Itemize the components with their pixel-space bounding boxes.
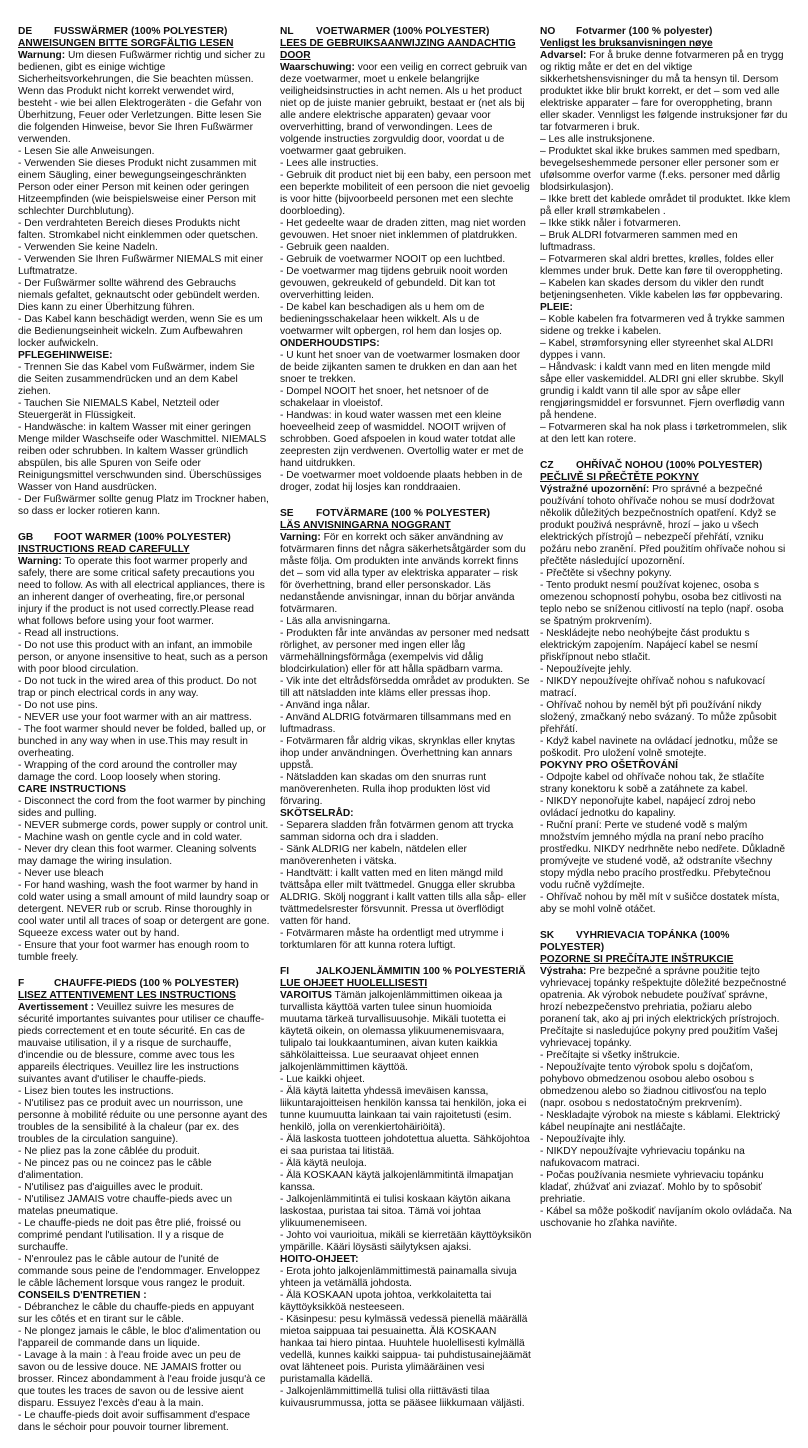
warning-label: Waarschuwing: bbox=[280, 62, 355, 73]
language-code: SK bbox=[540, 930, 555, 941]
instruction-item: - Använd inga nålar. bbox=[280, 700, 371, 711]
care-item: - Dompel NOOIT het snoer, het netsnoer of de schakelaar in vloeistof. bbox=[280, 386, 489, 409]
care-heading: HOITO-OHJEET: bbox=[280, 1254, 359, 1265]
section-no bbox=[540, 26, 792, 446]
warning-label: Výstražné upozornění: bbox=[540, 484, 650, 495]
care-item: - Käsinpesu: pesu kylmässä vedessä pienellä määrällä mietoa saippuaa tai pesuainetta. Älä KOSKAAN hankaa tai hiero pintaa. Huuhtele huolellisesti kylmällä vedellä, kunnes kaikki saippua- tai puhdistusainejäämät ovat lähteneet pois. Purista ylimääräinen vesi puristamalla kädellä. bbox=[280, 1314, 531, 1385]
instruction-item: - Read all instructions. bbox=[18, 628, 119, 639]
instruction-item: - Verwenden Sie dieses Produkt nicht zusammen mit einem Säugling, einer bewegungseingeschränkten Person oder einer Person mit keinen oder geringen Hitzeempfinden (wie beispielsweise einer Person mit schlechter Durchblutung). bbox=[18, 158, 257, 217]
section-title bbox=[540, 460, 792, 472]
care-item: - Handtvätt: i kallt vatten med en liten mängd mild tvättsåpa eller milt tvättmedel. Gnugga eller skrubba ALDRIG. Skölj noggrant i kallt vatten tills alla såp- eller tvättmedelsrester försvunnit. Pressa ut överflödigt vatten för hand. bbox=[280, 868, 527, 927]
care-heading: ONDERHOUDSTIPS: bbox=[280, 338, 380, 349]
care-heading: PLEIE: bbox=[540, 302, 573, 313]
product-title: FOOT WARMER (100% POLYESTER) bbox=[54, 532, 231, 543]
instruction-item: - Johto voi vaurioitua, mikäli se kierretään käyttöyksikön ympärille. Kääri löysästi säilytyksen ajaksi. bbox=[280, 1230, 532, 1253]
instruction-item: - Tento produkt nesmí používat kojenec, osoba s omezenou schopností pohybu, osoba bez citlivosti na teplo nebo se sníženou citlivostí na teplo (např. osoba se špatným prokrvením). bbox=[540, 580, 784, 627]
language-code: GB bbox=[18, 532, 34, 543]
instruction-item: - Do not use this product with an infant, an immobile person, or anyone insensitive to heat, such as a person with poor blood circulation. bbox=[18, 640, 268, 675]
product-title: OHŘÍVAČ NOHOU (100% POLYESTER) bbox=[576, 460, 763, 471]
section-gb bbox=[18, 532, 270, 964]
warning-text: Um diesen Fußwärmer richtig und sicher zu bedienen, gibt es einige wichtige Sicherheitsvorkehrungen, die Sie beachten müssen. Wenn das Produkt nicht korrekt verwendet wird, besteht - wie bei allen Elektrogeräten - die Gefahr von Überhitzung, Feuer oder Verletzungen. Bitte lesen Sie die folgenden Hinweise, bevor Sie Ihren Fußwärmer verwenden. bbox=[18, 50, 266, 145]
section-subtitle: INSTRUCTIONS READ CAREFULLY bbox=[18, 544, 190, 555]
warning-paragraph bbox=[540, 50, 792, 134]
care-item: - Handwäsche: in kaltem Wasser mit einer geringen Menge milder Waschseife oder Waschmittel. NIEMALS reiben oder schrubben. In kaltem Wasser gründlich abspülen, bis alle Spuren von Seife oder Reinigungsmittel verschwunden sind. Überschüssiges Wasser von Hand ausdrücken. bbox=[18, 422, 267, 493]
instruction-item: - The foot warmer should never be folded, balled up, or bunched in any way when in use.This may result in overheating. bbox=[18, 724, 266, 759]
instruction-item: - N'utilisez JAMAIS votre chauffe-pieds avec un matelas pneumatique. bbox=[18, 1194, 233, 1217]
instruction-item: - Verwenden Sie keine Nadeln. bbox=[18, 242, 158, 253]
care-item: - Erota johto jalkojenlämmittimestä painamalla sivuja yhteen ja vetämällä johdosta. bbox=[280, 1266, 517, 1289]
instruction-item: - Lesen Sie alle Anweisungen. bbox=[18, 146, 155, 157]
warning-paragraph bbox=[280, 990, 532, 1074]
instruction-item: - Älä laskosta tuotteen johdotettua aluetta. Sähköjohtoa ei saa puristaa tai litistää. bbox=[280, 1134, 530, 1157]
warning-text: Veuillez suivre les mesures de sécurité importantes suivantes pour utiliser ce chauffe-pieds correctement et en toute sécurité. En cas de mauvaise utilisation, il y a risque de surchauffe, d'incendie ou de blessure, comme avec tous les appareils électriques. Veuillez lire les instructions suivantes avant d'utiliser le chauffe-pieds. bbox=[18, 1002, 265, 1085]
care-item: - NIKDY neponořujte kabel, napájecí zdroj nebo ovládací jednotku do kapaliny. bbox=[540, 796, 756, 819]
product-title: FOTVÄRMARE (100 % POLYESTER) bbox=[316, 508, 490, 519]
section-title bbox=[18, 532, 270, 544]
product-title: CHAUFFE-PIEDS (100 % POLYESTER) bbox=[54, 978, 239, 989]
warning-label: Výstraha: bbox=[540, 966, 587, 977]
product-title: VYHRIEVACIA TOPÁNKA (100% POLYESTER) bbox=[540, 930, 730, 953]
care-item: - Lavage à la main : à l'eau froide avec un peu de savon ou de lessive douce. NE JAMAIS frotter ou brosser. Rincez abondamment à l'eau froide jusqu'à ce que toutes les traces de savon ou de lessive aient disparu. Essuyez l'excès d'eau à la main. bbox=[18, 1350, 266, 1409]
section-title bbox=[18, 26, 270, 38]
column-left bbox=[18, 26, 270, 1448]
instruction-item: - De kabel kan beschadigen als u hem om de bedieningsschakelaar heen wikkelt. Als u de voetwarmer wilt opbergen, rol hem dan losjes op. bbox=[280, 302, 502, 337]
instruction-item: - Jalkojenlämmitintä ei tulisi koskaan käytön aikana laskostaa, puristaa tai sitoa. Tämä voi johtaa ylikuumenemiseen. bbox=[280, 1194, 511, 1229]
instruction-item: - Het gedeelte waar de draden zitten, mag niet worden gevouwen. Het snoer niet inklemmen of platdrukken. bbox=[280, 218, 526, 241]
care-item: - Separera sladden från fotvärmen genom att trycka samman sidorna och dra i sladden. bbox=[280, 820, 514, 843]
care-heading: POKYNY PRO OŠETŘOVÁNÍ bbox=[540, 760, 678, 771]
warning-text: To operate this foot warmer properly and safely, there are some critical safety precautions you need to follow. As with all electrical appliances, there is an inherent danger of overheating, fire,or personal injury if the product is not used correctly.Please read what follows before using your foot warmer. bbox=[18, 556, 265, 627]
care-item: - Disconnect the cord from the foot warmer by pinching sides and pulling. bbox=[18, 796, 266, 819]
care-item: - Trennen Sie das Kabel vom Fußwärmer, indem Sie die Seiten zusammendrücken und an dem Kabel ziehen. bbox=[18, 362, 255, 397]
instruction-item: - Le chauffe-pieds ne doit pas être plié, froissé ou comprimé pendant l'utilisation. Il y a risque de surchauffe. bbox=[18, 1218, 241, 1253]
care-heading: PFLEGEHINWEISE: bbox=[18, 350, 113, 361]
language-code: NO bbox=[540, 26, 556, 37]
care-item: - Débranchez le câble du chauffe-pieds en appuyant sur les côtés et en tirant sur le câble. bbox=[18, 1302, 254, 1325]
instruction-item: - Fotvärmaren får aldrig vikas, skrynklas eller knytas ihop under användningen. Överhettning kan annars uppstå. bbox=[280, 736, 515, 771]
warning-text: Pre bezpečné a správne použitie tejto vyhrievacej topánky rešpektujte dôležité bezpečnostné opatrenia. Ak výrobok nebudete používať správne, hrozí nebezpečenstvo prehriatia, požiaru alebo poranení tak, ako aj pri iných elektrických prístrojoch. Prečítajte si nasledujúce pokyny pred použitím Vašej vyhrievacej topánky. bbox=[540, 966, 787, 1049]
product-title: FUSSWÄRMER (100% POLYESTER) bbox=[54, 26, 228, 37]
section-title bbox=[280, 508, 532, 520]
section-title bbox=[280, 966, 532, 978]
care-item: - Never dry clean this foot warmer. Cleaning solvents may damage the wiring insulation. bbox=[18, 844, 257, 867]
instruction-item: - Wrapping of the cord around the controller may damage the cord. Loop loosely when storing. bbox=[18, 760, 237, 783]
care-heading: CONSEILS D'ENTRETIEN : bbox=[18, 1290, 147, 1301]
instruction-item: – Kabelen kan skades dersom du vikler den rundt betjeningsenheten. Vikle kabelen løs før oppbevaring. bbox=[540, 278, 783, 301]
instruction-item: – Ikke brett det kablede området til produktet. Ikke klem på eller krøll strømkabelen . bbox=[540, 194, 791, 217]
instruction-item: - Když kabel navinete na ovládací jednotku, může se poškodit. Pro uložení volně smotejte. bbox=[540, 736, 778, 759]
instruction-item: - N'utilisez pas d'aiguilles avec le produit. bbox=[18, 1182, 204, 1193]
instruction-item: - Prečítajte si všetky inštrukcie. bbox=[540, 1050, 680, 1061]
care-item: - Odpojte kabel od ohřívače nohou tak, že stlačíte strany konektoru k sobě a zatáhnete za kabel. bbox=[540, 772, 765, 795]
warning-label: VAROITUS bbox=[280, 990, 332, 1001]
section-subtitle: LEES DE GEBRUIKSAANWIJZING AANDACHTIG DOOR bbox=[280, 38, 516, 61]
care-item: - Handwas: in koud water wassen met een kleine hoeveelheid zeep of wasmiddel. NOOIT wrijven of schrobben. Goed afspoelen in koud water totdat alle zeepresten zijn verdwenen. Overtollig water er met de hand uitdrukken. bbox=[280, 410, 524, 469]
care-item: – Koble kabelen fra fotvarmeren ved å trykke sammen sidene og trekke i kabelen. bbox=[540, 314, 785, 337]
section-title bbox=[18, 978, 270, 990]
instruction-item: - Lisez bien toutes les instructions. bbox=[18, 1086, 174, 1097]
product-title: Fotvarmer (100 % polyester) bbox=[576, 26, 713, 37]
instruction-item: - Vik inte det eltrådsförsedda området av produkten. Se till att nätsladden inte kläms eller pressas ihop. bbox=[280, 676, 530, 699]
warning-text: voor een veilig en correct gebruik van deze voetwarmer, moet u enkele belangrijke veiligheidsinstructies in acht nemen. Als u het product niet op de juiste manier gebruikt, bestaat er (net als bij alle andere elektrische apparaten) gevaar voor oververhitting, brand of verwondingen. Lees de volgende instructies zorgvuldig door, voordat u de voetwarmer gaat gebruiken. bbox=[280, 62, 528, 157]
instruction-item: - Lees alle instructies. bbox=[280, 158, 379, 169]
section-subtitle: POZORNE SI PREČÍTAJTE INŠTRUKCIE bbox=[540, 954, 734, 965]
care-item: - Sänk ALDRIG ner kabeln, nätdelen eller manöverenheten i vätska. bbox=[280, 844, 467, 867]
instruction-item: - Neskládejte nebo neohýbejte část produktu s elektrickým zapojením. Napájecí kabel se nesmí přiskřípnout nebo stlačit. bbox=[540, 628, 758, 663]
section-subtitle: Venligst les bruksanvisningen nøye bbox=[540, 38, 713, 49]
section-de bbox=[18, 26, 270, 518]
instruction-item: - Lue kaikki ohjeet. bbox=[280, 1074, 365, 1085]
care-item: - For hand washing, wash the foot warmer by hand in cold water using a small amount of mild laundry soap or detergent. NEVER rub or scrub. Rinse thoroughly in cool water until all traces of soap or detergent are gone. Squeeze excess water out by hand. bbox=[18, 880, 270, 939]
language-code: CZ bbox=[540, 460, 554, 471]
section-subtitle: ANWEISUNGEN BITTE SORGFÄLTIG LESEN bbox=[18, 38, 234, 49]
instruction-item: - Ne pincez pas ou ne coincez pas le câble d'alimentation. bbox=[18, 1158, 212, 1181]
instruction-item: - Počas používania nesmiete vyhrievaciu topánku kladať, zhúžvať ani zviazať. Mohlo by to spôsobiť prehriatie. bbox=[540, 1170, 764, 1205]
language-code: F bbox=[18, 978, 25, 989]
section-title bbox=[540, 26, 792, 38]
instruction-item: - De voetwarmer mag tijdens gebruik nooit worden gevouwen, gekreukeld of gebundeld. Dit kan tot oververhitting leiden. bbox=[280, 266, 508, 301]
column-middle bbox=[280, 26, 532, 1424]
instruction-item: – Ikke stikk nåler i fotvarmeren. bbox=[540, 218, 681, 229]
instruction-item: - Den verdrahteten Bereich dieses Produkts nicht falten. Stromkabel nicht einklemmen oder quetschen. bbox=[18, 218, 259, 241]
warning-paragraph bbox=[540, 966, 792, 1050]
warning-label: Avertissement : bbox=[18, 1002, 95, 1013]
warning-text: Tämän jalkojenlämmittimen oikeaa ja turvallista käyttöä varten tulee sinun huomioida muutama tärkeä turvallisuusohje. Mikäli tuotetta ei käytetä oikein, on olemassa ylikuumenemisvaara, tulipalo tai loukkaantuminen, aivan kuten kaikkia sähkölaitteissa. Lue seuraavat ohjeet ennen jalkojenlämmittimen käyttöä. bbox=[280, 990, 506, 1073]
section-subtitle: LUE OHJEET HUOLELLISESTI bbox=[280, 978, 428, 989]
instruction-item: - NIKDY nepoužívejte ohřívač nohou s nafukovací matrací. bbox=[540, 676, 766, 699]
language-code: SE bbox=[280, 508, 294, 519]
instruction-item: - Gebruik de voetwarmer NOOIT op een luchtbed. bbox=[280, 254, 506, 265]
care-item: - Ruční praní: Perte ve studené vodě s malým množstvím jemného mýdla na praní nebo pracího prostředku. NIKDY nedrhněte nebo nedřete. Důkladně promývejte ve studené vodě, až odstraníte všechny stopy mýdla nebo pracího prostředku. Přebytečnou vodu ručně vyždímejte. bbox=[540, 820, 786, 891]
instruction-item: - Nepoužívejte jehly. bbox=[540, 664, 632, 675]
instruction-item: - Ne pliez pas la zone câblée du produit. bbox=[18, 1146, 200, 1157]
instruction-item: - Verwenden Sie Ihren Fußwärmer NIEMALS mit einer Luftmatratze. bbox=[18, 254, 264, 277]
warning-paragraph bbox=[280, 62, 532, 158]
section-title bbox=[540, 930, 792, 954]
instruction-item: - Gebruik dit product niet bij een baby, een persoon met een beperkte mobiliteit of een persoon die niet gevoelig is voor hitte (bijvoorbeeld personen met een slechte doorbloeding). bbox=[280, 170, 531, 217]
instruction-item: - Läs alla anvisningarna. bbox=[280, 616, 391, 627]
section-title bbox=[280, 26, 532, 38]
column-right bbox=[540, 26, 792, 1244]
instruction-item: - NEVER use your foot warmer with an air mattress. bbox=[18, 712, 252, 723]
instruction-item: – Les alle instruksjonene. bbox=[540, 134, 655, 145]
product-title: JALKOJENLÄMMITIN 100 % POLYESTERIÄ bbox=[316, 966, 526, 977]
care-item: - Ohřívač nohou by měl mít v sušičce dostatek místa, aby se mohl volně otáčet. bbox=[540, 892, 780, 915]
warning-text: For å bruke denne fotvarmeren på en trygg og riktig måte er det en del viktige sikkerhetshensvisninger du må ta hensyn til. Dersom produktet ikke blir brukt korrekt, er det – som ved alle elektriske apparater – fare for overoppheting, brann eller skader. Vennligst les følgende instruksjoner før du tar fotvarmeren i bruk. bbox=[540, 50, 788, 133]
instruction-item: - Nepoužívajte tento výrobok spolu s dojčaťom, pohybovo obmedzenou osobou alebo osobou s obmedzenou alebo so žiadnou citlivosťou na teplo (napr. osobou s nedostatočným prekrvením). bbox=[540, 1062, 767, 1109]
instruction-item: - Do not use pins. bbox=[18, 700, 98, 711]
language-code: DE bbox=[18, 26, 33, 37]
section-fr bbox=[18, 978, 270, 1434]
instruction-item: - Nätsladden kan skadas om den snurras runt manöverenheten. Rulla ihop produkten löst vid förvaring. bbox=[280, 772, 491, 807]
instruction-item: - N'utilisez pas ce produit avec un nourrisson, une personne à mobilité réduite ou une personne ayant des troubles de la sensibilité à la chaleur (par ex. des troubles de la circulation sanguine). bbox=[18, 1098, 268, 1145]
section-cz bbox=[540, 460, 792, 916]
instruction-item: - Produkten får inte användas av personer med nedsatt rörlighet, av personer med ingen eller låg värmehällningsförmåga (exempelvis vid dålig blodcirkulation) eller för att hålla spädbarn varma. bbox=[280, 628, 530, 675]
instruction-item: - Gebruik geen naalden. bbox=[280, 242, 390, 253]
instruction-item: - Do not tuck in the wired area of this product. Do not trap or pinch electrical cords in any way. bbox=[18, 676, 257, 699]
instruction-item: - N'enroulez pas le câble autour de l'unité de commande sous peine de l'endommager. Enveloppez le câble lâchement lorsque vous rangez le produit. bbox=[18, 1254, 261, 1289]
instruction-item: - Der Fußwärmer sollte während des Gebrauchs niemals gefaltet, geknautscht oder gebündelt werden. Dies kann zu einer Überhitzung führen. bbox=[18, 278, 260, 313]
warning-paragraph bbox=[18, 50, 270, 146]
care-item: – Håndvask: i kaldt vann med en liten mengde mild såpe eller vaskemiddel. ALDRI gni eller skrubbe. Skyll grundig i kaldt vann til alle spor av såpe eller rengjøringsmiddel er forsvunnet. Fjern overflødig vann på hendene. bbox=[540, 362, 785, 421]
instruction-item: - Ohřívač nohou by neměl být při používání nikdy složený, zmačkaný nebo svázaný. To může způsobit přehřátí. bbox=[540, 700, 777, 735]
instruction-item: - Das Kabel kann beschädigt werden, wenn Sie es um die Bedienungseinheit wickeln. Zum Aufbewahren locker aufwickeln. bbox=[18, 314, 263, 349]
warning-paragraph bbox=[18, 1002, 270, 1086]
care-item: - De voetwarmer moet voldoende plaats hebben in de droger, zodat hij losjes kan ronddraaien. bbox=[280, 470, 523, 493]
instruction-item: - NIKDY nepoužívajte vyhrievaciu topánku na nafukovacom matraci. bbox=[540, 1146, 745, 1169]
care-heading: CARE INSTRUCTIONS bbox=[18, 784, 127, 795]
care-item: - Ensure that your foot warmer has enough room to tumble freely. bbox=[18, 940, 250, 963]
instruction-item: - Kábel sa môže poškodiť navíjaním okolo ovládača. Na uschovanie ho zľahka naviňte. bbox=[540, 1206, 792, 1229]
instruction-item: – Produktet skal ikke brukes sammen med spedbarn, bevegelseshemmede personer eller personer som er ufølsomme overfor varme (f.eks. personer med dårlig blodsirkulasjon). bbox=[540, 146, 781, 193]
instruction-item: – Fotvarmeren skal aldri brettes, krølles, foldes eller klemmes under bruk. Dette kan føre til overoppheting. bbox=[540, 254, 783, 277]
section-sk bbox=[540, 930, 792, 1230]
instruction-item: - Älä käytä laitetta yhdessä imeväisen kanssa, liikuntarajoitteisen henkilön kanssa tai henkilön, joka ei tunne kuumuutta lainkaan tai vain rajoitetusti (esim. henkilö, jolla on verenkiertohäiriöitä). bbox=[280, 1086, 527, 1133]
care-item: - U kunt het snoer van de voetwarmer losmaken door de beide zijkanten samen te drukken en dan aan het snoer te trekken. bbox=[280, 350, 521, 385]
warning-paragraph bbox=[18, 556, 270, 628]
warning-label: Warnung: bbox=[18, 50, 66, 61]
warning-text: Pro správné a bezpečné používání tohoto ohřívače nohou se musí dodržovat několik důležitých bezpečnostních opatření. Když se produkt použivá nesprávně, hrozí – jako u všech elektrických přístrojů – nebezpečí přehřátí, vzniku požáru nebo zranění. Před použitím ohřívače nohou si přečtěte následující upozornění. bbox=[540, 484, 786, 567]
warning-paragraph bbox=[280, 532, 532, 616]
care-item: - Älä KOSKAAN upota johtoa, verkkolaitetta tai käyttöyksikköä nesteeseen. bbox=[280, 1290, 492, 1313]
language-code: FI bbox=[280, 966, 290, 977]
section-nl bbox=[280, 26, 532, 494]
care-item: – Fotvarmeren skal ha nok plass i tørketrommelen, slik at den lett kan rotere. bbox=[540, 422, 787, 445]
warning-label: Advarsel: bbox=[540, 50, 587, 61]
care-item: - Le chauffe-pieds doit avoir suffisamment d'espace dans le séchoir pour pouvoir tourner librement. bbox=[18, 1410, 251, 1433]
care-item: - Jalkojenlämmittimellä tulisi olla riittävästi tilaa kuivausrummussa, jotta se pääsee liikkumaan väljästi. bbox=[280, 1386, 525, 1409]
care-item: - Never use bleach bbox=[18, 868, 104, 879]
language-code: NL bbox=[280, 26, 294, 37]
care-item: - Tauchen Sie NIEMALS Kabel, Netzteil oder Steuergerät in Flüssigkeit. bbox=[18, 398, 220, 421]
care-heading: SKÖTSELRÅD: bbox=[280, 808, 354, 819]
section-subtitle: PEČLIVĚ SI PŘEČTĚTE POKYNY bbox=[540, 472, 700, 483]
instruction-item: - Älä KOSKAAN käytä jalkojenlämmitintä ilmapatjan kanssa. bbox=[280, 1170, 514, 1193]
section-subtitle: LÄS ANVISNINGARNA NOGGRANT bbox=[280, 520, 451, 531]
care-item: - Der Fußwärmer sollte genug Platz im Trockner haben, so dass er locker rotieren kann. bbox=[18, 494, 269, 517]
care-item: - NEVER submerge cords, power supply or control unit. bbox=[18, 820, 269, 831]
section-fi bbox=[280, 966, 532, 1410]
section-subtitle: LISEZ ATTENTIVEMENT LES INSTRUCTIONS bbox=[18, 990, 236, 1001]
instruction-item: - Přečtěte si všechny pokyny. bbox=[540, 568, 672, 579]
warning-text: För en korrekt och säker användning av fotvärmaren finns det några säkerhetsåtgärder som du måste följa. Om produkten inte används korrekt finns det – som vid alla typer av elektriska apparater – risk för överhettning, brand eller personskador. Läs nedanstående anvisningar, innan du börjar använda fotvärmaren. bbox=[280, 532, 526, 615]
warning-label: Warning: bbox=[18, 556, 62, 567]
care-item: – Kabel, strømforsyning eller styreenhet skal ALDRI dyppes i vann. bbox=[540, 338, 774, 361]
warning-paragraph bbox=[540, 484, 792, 568]
section-se bbox=[280, 508, 532, 952]
care-item: - Machine wash on gentle cycle and in cold water. bbox=[18, 832, 243, 843]
product-title: VOETWARMER (100% POLYESTER) bbox=[316, 26, 490, 37]
warning-label: Varning: bbox=[280, 532, 321, 543]
instruction-item: - Använd ALDRIG fotvärmaren tillsammans med en luftmadrass. bbox=[280, 712, 512, 735]
instruction-item: - Älä käytä neuloja. bbox=[280, 1158, 367, 1169]
care-item: - Ne plongez jamais le câble, le bloc d'alimentation ou l'appareil de commande dans un liquide. bbox=[18, 1326, 261, 1349]
instruction-item: – Bruk ALDRI fotvarmeren sammen med en luftmadrass. bbox=[540, 230, 738, 253]
instruction-item: - Nepoužívajte ihly. bbox=[540, 1134, 626, 1145]
instruction-item: - Neskladajte výrobok na mieste s káblami. Elektrický kábel neupínajte ani nestláčajte. bbox=[540, 1110, 781, 1133]
care-item: - Fotvärmaren måste ha ordentligt med utrymme i torktumlaren för att kunna rotera luftigt. bbox=[280, 928, 504, 951]
